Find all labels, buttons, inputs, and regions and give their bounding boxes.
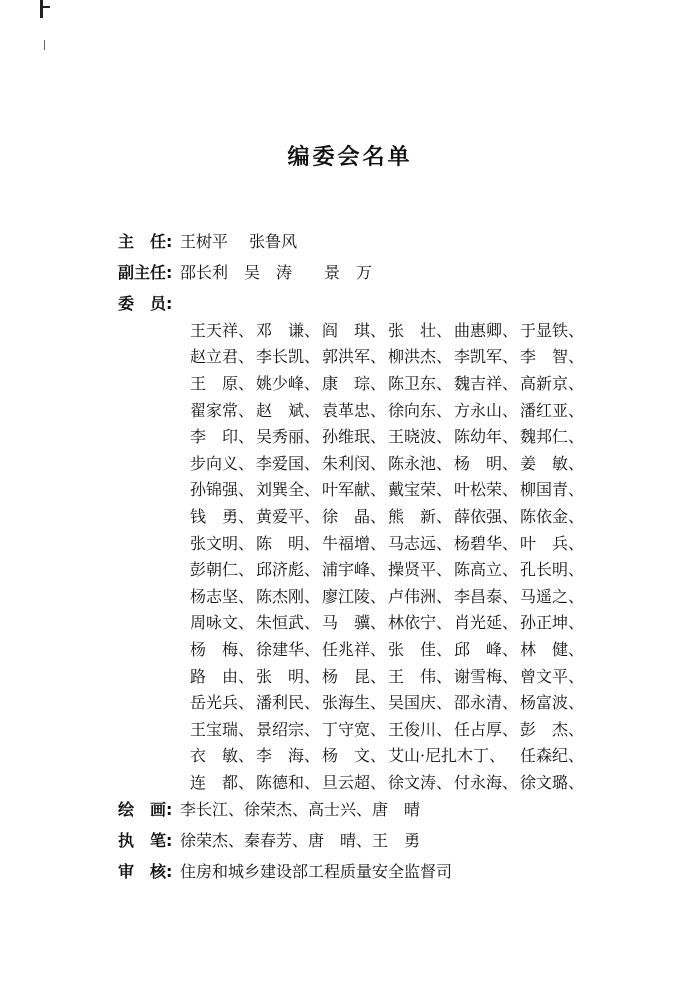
margin-tick [44,40,45,50]
member-name: 张 壮、 [388,320,453,340]
member-name: 任森纪、 [520,746,585,766]
member-name: 王 伟、 [388,666,453,686]
members-list-row [190,582,610,609]
members-list-row [190,316,610,343]
drawing-label: 绘 画: [118,800,173,819]
member-name: 陈永池、 [388,453,453,473]
member-name: 马志远、 [388,533,453,553]
member-name: 李凯军、 [454,347,519,367]
member-name: 钱 勇、 [190,506,255,526]
member-name: 任兆祥、 [322,639,387,659]
member-name: 付永海、 [454,772,519,792]
member-name: 柳洪杰、 [388,347,453,367]
member-name: 衣 敏、 [190,746,255,766]
members-list-row [190,369,610,396]
member-name: 李 海、 [256,746,321,766]
member-name: 邱 峰、 [454,639,519,659]
member-name: 孙维珉、 [322,427,387,447]
chief-label: 主 任: [118,232,173,251]
member-name: 邵永清、 [454,693,519,713]
member-name: 马遥之、 [520,586,585,606]
corner-mark [40,0,43,18]
members-list-row [190,715,610,742]
member-name: 旦云超、 [322,772,387,792]
member-name: 李 智、 [520,347,585,367]
member-name: 魏邦仁、 [520,427,585,447]
member-name: 薛依强、 [454,506,519,526]
member-name: 王 原、 [190,373,255,393]
member-name: 张 明、 [256,666,321,686]
member-name: 牛福增、 [322,533,387,553]
member-name: 徐建华、 [256,639,321,659]
members-list-row [190,742,610,769]
member-name: 于显铁、 [520,320,585,340]
member-name: 邓 谦、 [256,320,321,340]
members-list-row [190,502,610,529]
member-name: 廖江陵、 [322,586,387,606]
member-name: 阎 琪、 [322,320,387,340]
member-name: 姚少峰、 [256,373,321,393]
member-name: 丁守宽、 [322,719,387,739]
member-name: 杨 明、 [454,453,519,473]
member-name: 叶松荣、 [454,480,519,500]
member-name: 景绍宗、 [256,719,321,739]
members-list-row [190,422,610,449]
member-name: 徐 晶、 [322,506,387,526]
members-list [190,316,610,795]
members-list-row [190,768,610,795]
member-name: 李爱国、 [256,453,321,473]
corner-mark-horizontal [40,6,50,8]
member-name: 王晓波、 [388,427,453,447]
members-list-row [190,396,610,423]
member-name: 任占厚、 [454,719,519,739]
member-name: 方永山、 [454,400,519,420]
member-name: 谢雪梅、 [454,666,519,686]
member-name: 袁革忠、 [322,400,387,420]
member-name: 潘利民、 [256,693,321,713]
member-name: 林 健、 [520,639,585,659]
member-name: 岳光兵、 [190,693,255,713]
deputy-value: 邵长利 吴 涛 景 万 [180,263,373,282]
member-name: 步向义、 [190,453,255,473]
member-name: 马 骥、 [322,613,387,633]
chief-value: 王树平 张鲁风 [180,232,298,251]
members-list-row [190,635,610,662]
member-name: 曲惠卿、 [454,320,519,340]
writing-row [118,831,420,851]
member-name: 陈高立、 [454,560,519,580]
page-title: 编委会名单 [287,145,413,170]
member-name: 孙正坤、 [520,613,585,633]
member-name: 孔长明、 [520,560,585,580]
member-name: 路 由、 [190,666,255,686]
member-name: 魏吉祥、 [454,373,519,393]
member-name: 浦宇峰、 [322,560,387,580]
member-name: 邱济彪、 [256,560,321,580]
member-name: 陈德和、 [256,772,321,792]
member-name: 张 佳、 [388,639,453,659]
member-name: 黄爱平、 [256,506,321,526]
member-name: 叶军献、 [322,480,387,500]
members-row [118,294,180,314]
member-name: 林依宁、 [388,613,453,633]
member-name: 陈杰刚、 [256,586,321,606]
member-name: 赵立君、 [190,347,255,367]
member-name: 徐文涛、 [388,772,453,792]
member-name: 周咏文、 [190,613,255,633]
member-name: 彭朝仁、 [190,560,255,580]
member-name: 陈依金、 [520,506,585,526]
member-name: 杨 梅、 [190,639,255,659]
writing-label: 执 笔: [118,831,173,850]
members-list-row [190,555,610,582]
member-name: 陈幼年、 [454,427,519,447]
member-name: 孙锦强、 [190,480,255,500]
members-list-row [190,529,610,556]
member-name: 熊 新、 [388,506,453,526]
members-list-row [190,688,610,715]
deputy-label: 副主任: [118,263,173,282]
member-name: 杨富波、 [520,693,585,713]
member-name: 徐向东、 [388,400,453,420]
member-name: 张文明、 [190,533,255,553]
member-name: 杨志坚、 [190,586,255,606]
members-list-row [190,476,610,503]
member-name: 杨 文、 [322,746,387,766]
review-value: 住房和城乡建设部工程质量安全监督司 [180,862,453,881]
members-list-row [190,343,610,370]
member-name: 吴秀丽、 [256,427,321,447]
member-name: 张海生、 [322,693,387,713]
member-name: 杨碧华、 [454,533,519,553]
member-name: 操贤平、 [388,560,453,580]
member-name: 高新京、 [520,373,585,393]
member-name: 朱利闵、 [322,453,387,473]
members-list-row [190,449,610,476]
member-name: 陈 明、 [256,533,321,553]
member-name: 翟家常、 [190,400,255,420]
member-name: 艾山·尼扎木丁、 [388,746,506,766]
members-list-row [190,662,610,689]
member-name: 叶 兵、 [520,533,585,553]
member-name: 卢伟洲、 [388,586,453,606]
member-name: 姜 敏、 [520,453,585,473]
member-name: 柳国青、 [520,480,585,500]
member-name: 彭 杰、 [520,719,585,739]
member-name: 康 琮、 [322,373,387,393]
member-name: 吴国庆、 [388,693,453,713]
member-name: 戴宝荣、 [388,480,453,500]
members-label: 委 员: [118,294,173,313]
member-name: 赵 斌、 [256,400,321,420]
member-name: 朱恒武、 [256,613,321,633]
drawing-value: 李长江、徐荣杰、高士兴、唐 晴 [180,800,421,819]
member-name: 李昌泰、 [454,586,519,606]
member-name: 徐文璐、 [520,772,585,792]
member-name: 杨 昆、 [322,666,387,686]
members-list-row [190,609,610,636]
review-label: 审 核: [118,862,173,881]
member-name: 连 都、 [190,772,255,792]
member-name: 郭洪军、 [322,347,387,367]
member-name: 潘红亚、 [520,400,585,420]
drawing-row [118,800,420,820]
review-row [118,862,452,882]
chief-row [118,232,297,252]
member-name: 陈卫东、 [388,373,453,393]
member-name: 王宝瑞、 [190,719,255,739]
deputy-row [118,263,372,283]
member-name: 刘巽全、 [256,480,321,500]
member-name: 李 印、 [190,427,255,447]
writing-value: 徐荣杰、秦春芳、唐 晴、王 勇 [180,831,421,850]
member-name: 王俊川、 [388,719,453,739]
member-name: 王天祥、 [190,320,255,340]
member-name: 李长凯、 [256,347,321,367]
member-name: 肖光延、 [454,613,519,633]
member-name: 曾文平、 [520,666,585,686]
